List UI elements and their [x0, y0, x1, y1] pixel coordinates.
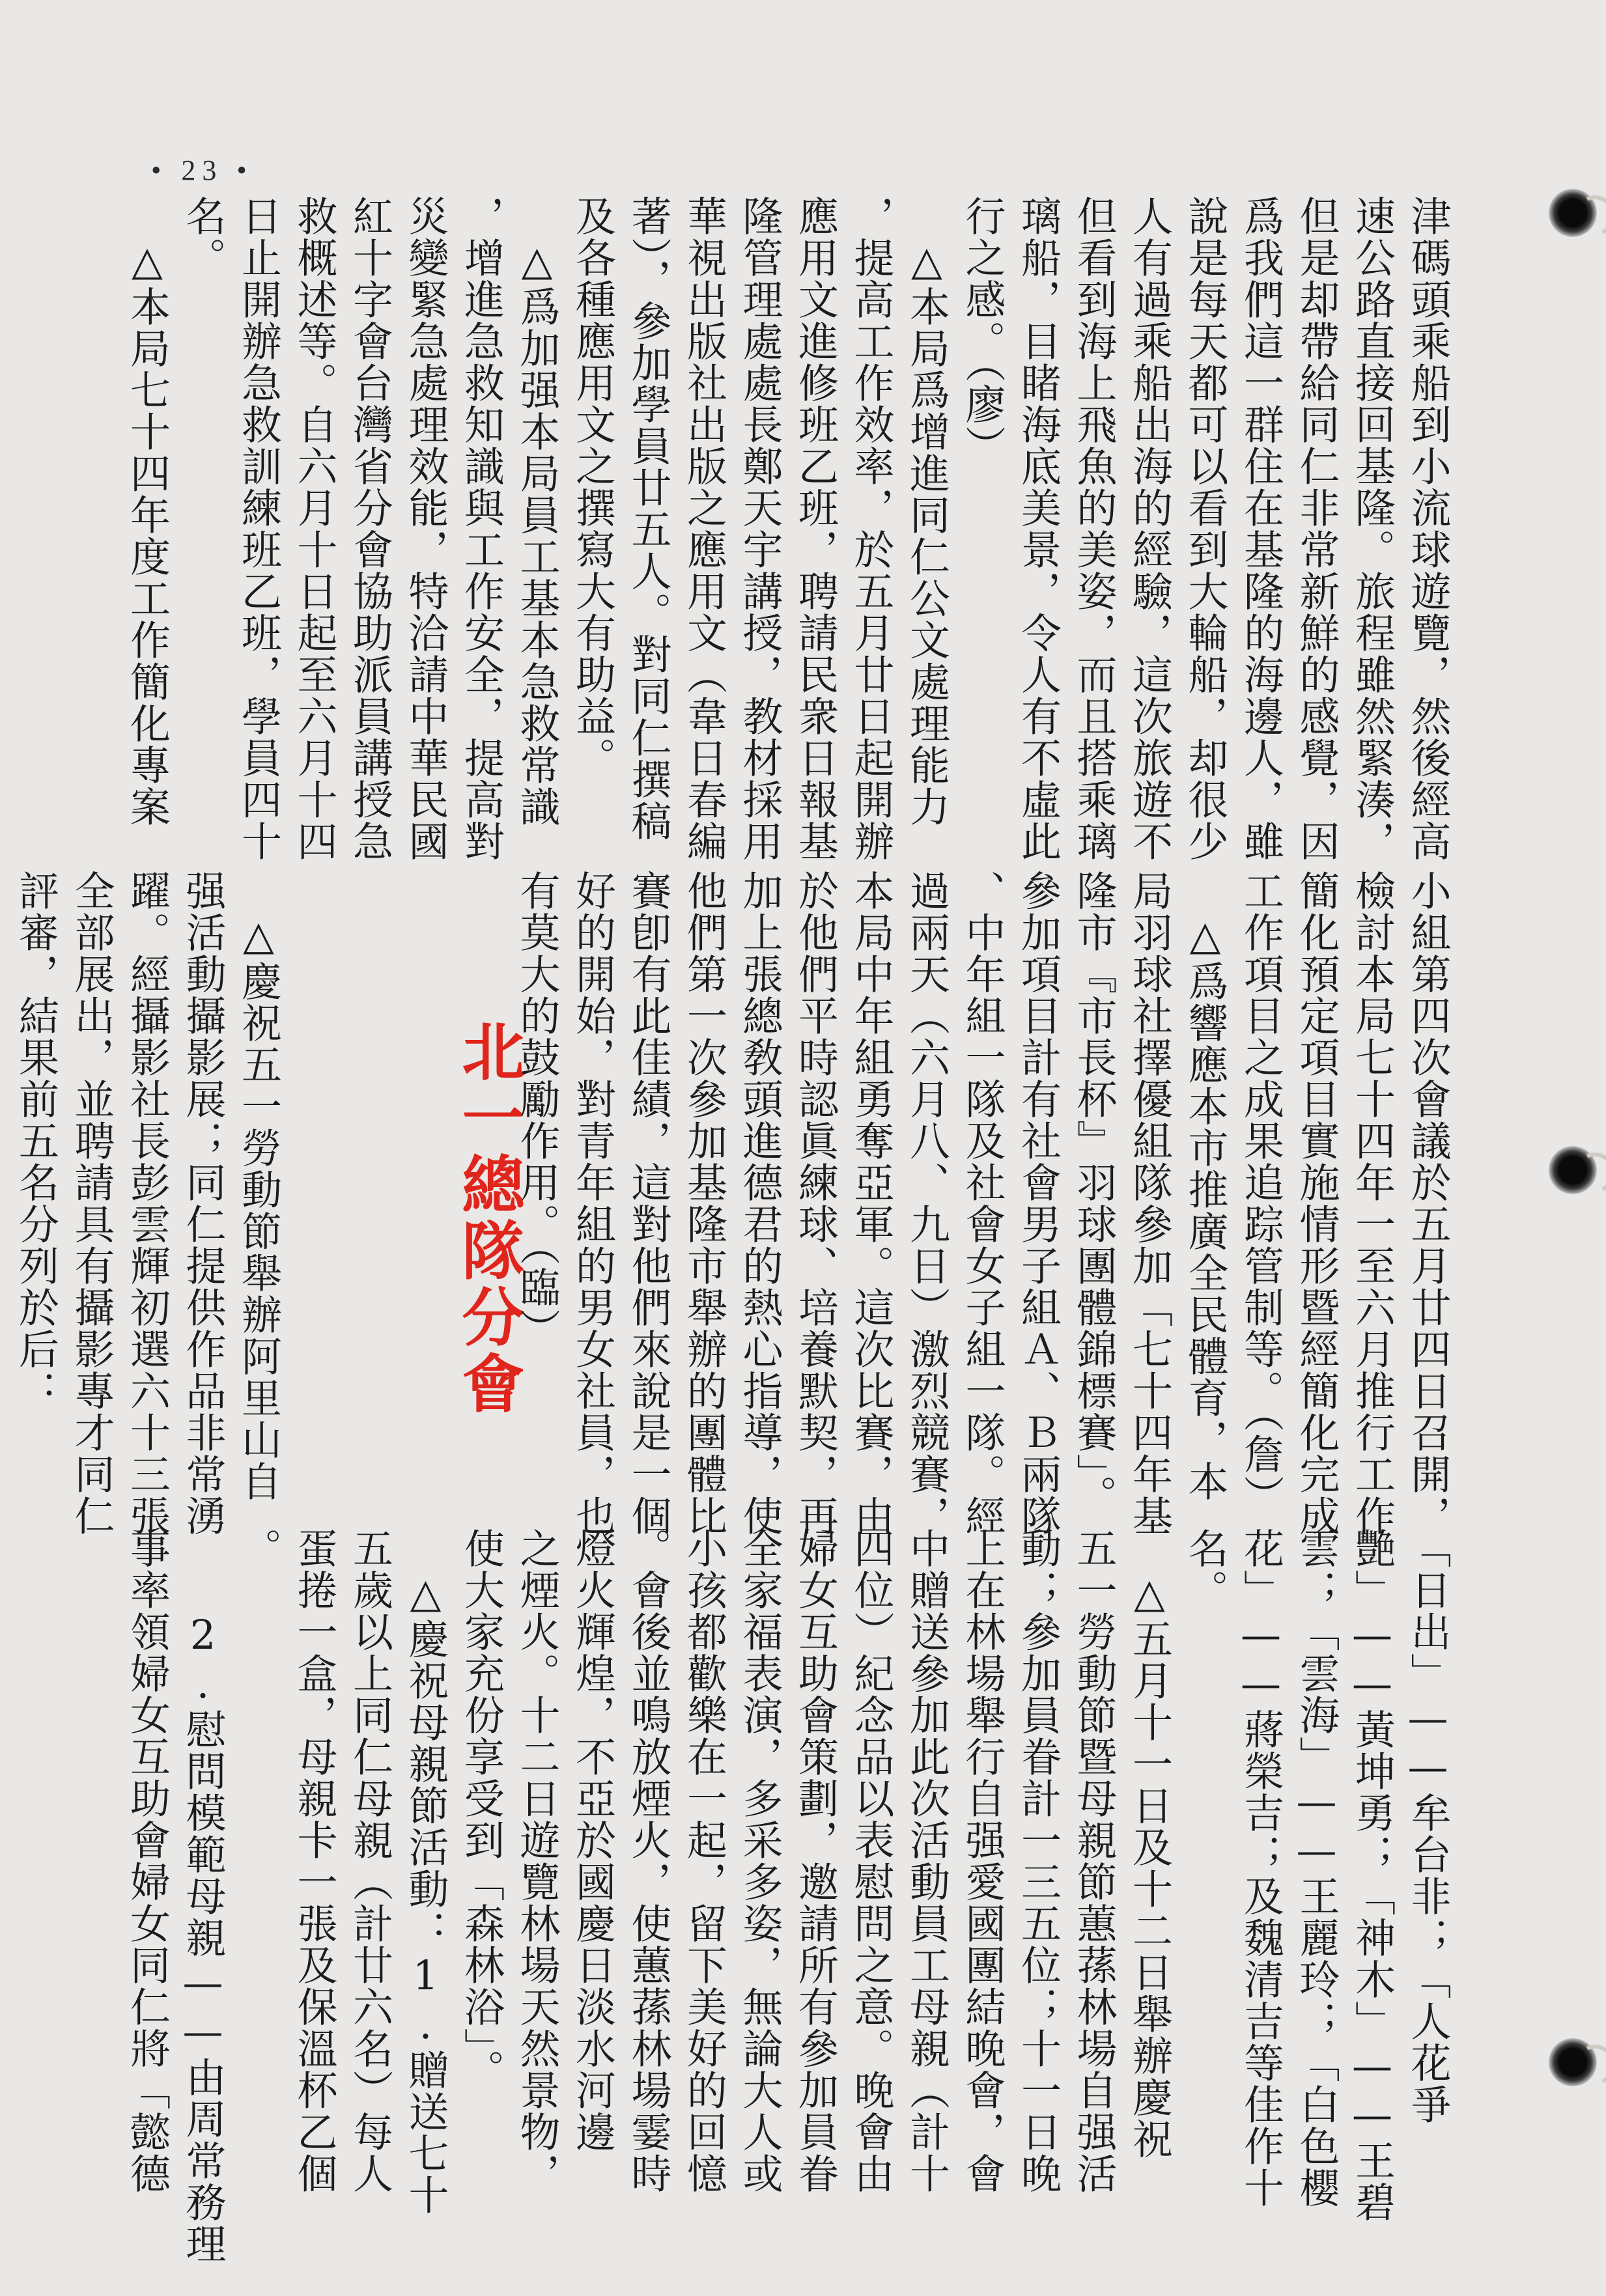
text-line: 參加項目計有社會男子組Ａ、Ｂ兩隊 [1014, 870, 1062, 1537]
text-line: 動；參加員眷計一三五位；十一日晚 [1014, 1528, 1062, 2194]
text-line: 燈火輝煌，不亞於國慶日淡水河邊 [569, 1528, 617, 2153]
text-line: 全部展出，並聘請具有攝影專才同仁 [68, 870, 115, 1537]
text-line: 2.慰問模範母親——由周常務理 [179, 1528, 227, 2265]
text-line: 他們第一次參加基隆市舉辦的團體比 [680, 870, 728, 1537]
text-line: 本局中年組勇奪亞軍。這次比賽，由 [847, 870, 895, 1537]
text-line: 行之感。（廖） [959, 195, 1006, 467]
text-line: 爲我們這一群住在基隆的海邊人，雖 [1237, 195, 1285, 862]
text-line: 事率領婦女互助會婦女同仁將「懿德 [123, 1528, 171, 2194]
text-line: 、中年組一隊及社會女子組一隊。經 [959, 870, 1006, 1537]
text-line: △本局爲增進同仁公文處理能力 [903, 195, 951, 828]
text-line: △五月十一日及十二日舉辦慶祝 [1125, 1528, 1174, 2160]
text-line: 簡化預定項目實施情形暨經簡化完成 [1293, 870, 1340, 1537]
text-line: 小孩都歡樂在一起，留下美好的回憶 [680, 1528, 728, 2194]
text-line: 全家福表演，多采多姿，無論大人或 [736, 1528, 783, 2194]
text-line: △慶祝母親節活動：1.贈送七十 [402, 1528, 449, 2216]
text-line: 及各種應用文之撰寫大有助益。 [569, 195, 617, 779]
text-line: 說是每天都可以看到大輪船，却很少 [1181, 195, 1229, 862]
text-line: 於他們平時認眞練球、培養默契，再 [791, 870, 839, 1537]
text-line: 速公路直接回基隆。旅程雖然緊湊， [1348, 195, 1396, 862]
text-line: 璃船，目睹海底美景，令人有不虛此 [1014, 195, 1062, 862]
text-line: 但看到海上飛魚的美姿，而且搭乘璃 [1070, 195, 1118, 862]
text-line: 使大家充份享受到「森林浴」。 [457, 1528, 505, 2091]
text-line: 加上張總敎頭進德君的熱心指導，使 [736, 870, 783, 1537]
text-line: 著），參加學員廿五人。對同仁撰稿 [625, 195, 672, 842]
text-line: 中贈送參加此次活動員工母親（計十 [903, 1528, 951, 2194]
text-line: 五歲以上同仁母親（計廿六名）每人 [346, 1528, 394, 2194]
text-line: 工作項目之成果追踪管制等。（詹） [1237, 870, 1285, 1517]
text-line: 婦女互助會策劃，邀請所有參加員眷 [791, 1528, 839, 2194]
text-line: 雲；「雲海」——王麗玲；「白色櫻 [1293, 1528, 1340, 2209]
text-line: 名。 [1181, 1528, 1229, 1611]
text-line: 蛋捲一盒，母親卡一張及保溫杯乙個 [290, 1528, 338, 2194]
text-line: 但是却帶給同仁非常新鮮的感覺，因 [1293, 195, 1340, 862]
text-line: 救概述等。自六月十日起至六月十四 [290, 195, 338, 862]
text-block-upper [0, 195, 1606, 862]
text-line: 評審，結果前五名分列於后： [12, 870, 60, 1412]
section-heading: 北一總隊分會 [452, 1019, 525, 1418]
page-number: • 23 • [151, 154, 253, 186]
text-line: 隆管理處處長鄭天宇講授，教材採用 [736, 195, 783, 862]
text-line: 小組第四次會議於五月廿四日召開， [1404, 870, 1452, 1537]
text-line: 津碼頭乘船到小流球遊覽，然後經高 [1404, 195, 1452, 862]
text-line: 之煙火。十二日遊覽林場天然景物， [513, 1528, 561, 2194]
text-line: 上在林場舉行自强愛國團結晚會，會 [959, 1528, 1006, 2194]
text-line: 「日出」——牟台非；「人花爭 [1404, 1528, 1452, 2125]
text-line: 紅十字會台灣省分會協助派員講授急 [346, 195, 394, 862]
text-line: 有莫大的鼓勵作用。（臨） [513, 870, 561, 1350]
text-line: 隆市『市長杯』羽球團體錦標賽」。 [1070, 870, 1118, 1517]
text-line: 。 [234, 1528, 283, 1569]
text-line: 日止開辦急救訓練班乙班，學員四十 [234, 195, 283, 862]
text-line: △爲加强本局員工基本急救常識 [513, 195, 561, 828]
text-line: 好的開始，對青年組的男女社員，也 [569, 870, 617, 1537]
text-line: ，提高工作效率，於五月廿日起開辦 [847, 195, 895, 862]
text-line: 人有過乘船出海的經驗，這次旅遊不 [1125, 195, 1174, 862]
text-line: 名。 [179, 195, 227, 279]
text-line: 花」——蔣榮吉；及魏清吉等佳作十 [1237, 1528, 1285, 2209]
text-line: 。會後並鳴放煙火，使蕙蓀林場霎時 [625, 1528, 672, 2194]
text-line: 災變緊急處理效能，特洽請中華民國 [402, 195, 449, 862]
text-line: 賽卽有此佳績，這對他們來說是一個 [625, 870, 672, 1537]
text-block-lower [0, 1528, 1606, 2265]
text-line: △慶祝五一勞動節舉辦阿里山自 [234, 870, 283, 1502]
text-line: 五一勞動節暨母親節蕙蓀林場自强活 [1070, 1528, 1118, 2194]
text-line: 華視出版社出版之應用文（韋日春編 [680, 195, 728, 862]
text-block-middle [0, 870, 1606, 1537]
text-line: 强活動攝影展；同仁提供作品非常湧 [179, 870, 227, 1537]
text-line: 躍。經攝影社長彭雲輝初選六十三張 [123, 870, 171, 1537]
text-line: 應用文進修班乙班，聘請民衆日報基 [791, 195, 839, 862]
text-line: ，增進急救知識與工作安全，提高對 [457, 195, 505, 862]
text-line: △爲響應本市推廣全民體育，本 [1181, 870, 1229, 1502]
text-line: 艷」——黃坤勇；「神木」——王碧 [1348, 1528, 1396, 2223]
text-line: 局羽球社擇優組隊參加「七十四年基 [1125, 870, 1174, 1537]
text-line: 四位）紀念品以表慰問之意。晚會由 [847, 1528, 895, 2194]
text-line: △本局七十四年度工作簡化專案 [123, 195, 171, 828]
text-line: 過兩天（六月八、九日）激烈競賽， [903, 870, 951, 1537]
text-line: 檢討本局七十四年一至六月推行工作 [1348, 870, 1396, 1537]
